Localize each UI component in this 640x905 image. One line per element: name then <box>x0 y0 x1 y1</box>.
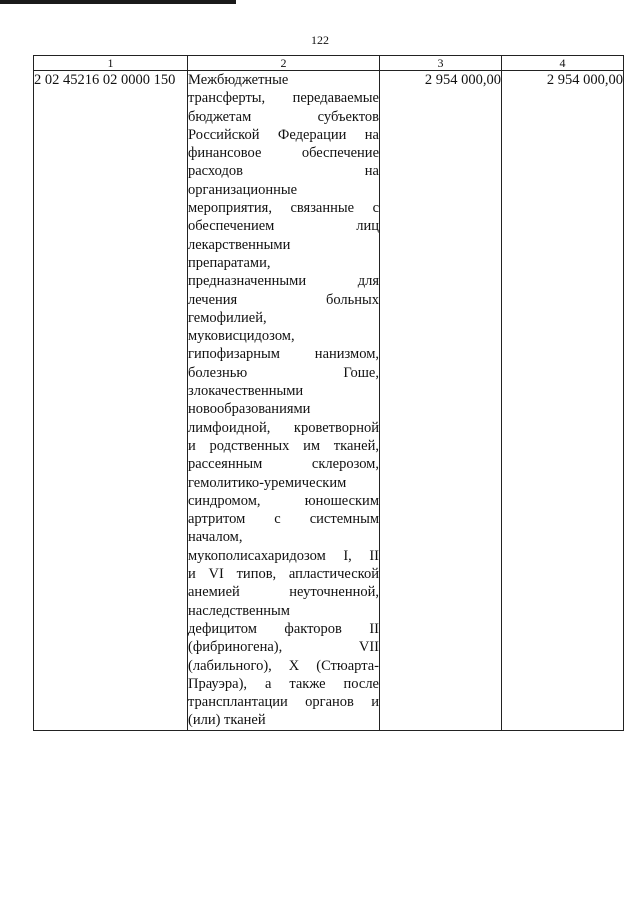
amount-col4-cell: 2 954 000,00 <box>502 71 624 731</box>
description-line: лечения больных <box>188 291 379 308</box>
description-line: Российской Федерации на <box>188 126 379 143</box>
description-line: лимфоидной, кроветворной <box>188 419 379 436</box>
description-line: болезнью Гоше, <box>188 364 379 381</box>
description-line: гемолитико-уремическим <box>188 474 347 491</box>
description-line: препаратами, <box>188 254 271 271</box>
column-number-3: 3 <box>380 56 502 71</box>
description-line: (лабильного), X (Стюарта- <box>188 657 379 674</box>
description-line: организационные <box>188 181 298 198</box>
column-number-row <box>34 56 624 71</box>
description-line: трансферты, передаваемые <box>188 90 379 107</box>
top-scan-mark <box>0 0 236 4</box>
description-line: (или) тканей <box>188 712 266 729</box>
description-line: Межбюджетные <box>188 72 289 88</box>
description-line: синдромом, юношеским <box>188 492 379 509</box>
budget-table <box>33 55 624 731</box>
description-line: и родственных им тканей, <box>188 437 379 454</box>
description-line: гипофизарным нанизмом, <box>188 346 379 363</box>
description-line: злокачественными <box>188 383 304 400</box>
budget-code-cell: 2 02 45216 02 0000 150 <box>34 71 188 731</box>
description-line: дефицитом факторов II <box>188 620 379 637</box>
description-line: и VI типов, апластической <box>188 566 379 583</box>
column-number-4: 4 <box>502 56 624 71</box>
description-line: мероприятия, связанные с <box>188 200 379 217</box>
description-line: расходов на <box>188 163 379 180</box>
description-line: бюджетам субъектов <box>188 108 379 125</box>
description-line: гемофилией, <box>188 309 267 326</box>
description-line: предназначенными для <box>188 273 379 290</box>
description-line: мукополисахаридозом I, II <box>188 547 379 564</box>
description-line: Прауэра), а также после <box>188 675 379 692</box>
description-line: финансовое обеспечение <box>188 145 379 162</box>
page-number: 122 <box>311 33 329 47</box>
description-line: анемией неуточненной, <box>188 584 379 601</box>
description-cell <box>188 71 380 731</box>
table-row <box>34 71 624 731</box>
description-line: (фибриногена), VII <box>188 639 379 656</box>
description-line: обеспечением лиц <box>188 218 379 235</box>
description-line: новообразованиями <box>188 401 311 418</box>
amount-col3-cell: 2 954 000,00 <box>380 71 502 731</box>
column-number-2: 2 <box>188 56 380 71</box>
description-line: рассеянным склерозом, <box>188 456 379 473</box>
description-line: наследственным <box>188 602 290 619</box>
description-line: артритом с системным <box>188 511 379 528</box>
description-line: муковисцидозом, <box>188 328 295 345</box>
description-line: лекарственными <box>188 236 291 253</box>
description-line: трансплантации органов и <box>188 694 379 711</box>
description-line: началом, <box>188 529 243 546</box>
column-number-1: 1 <box>34 56 188 71</box>
